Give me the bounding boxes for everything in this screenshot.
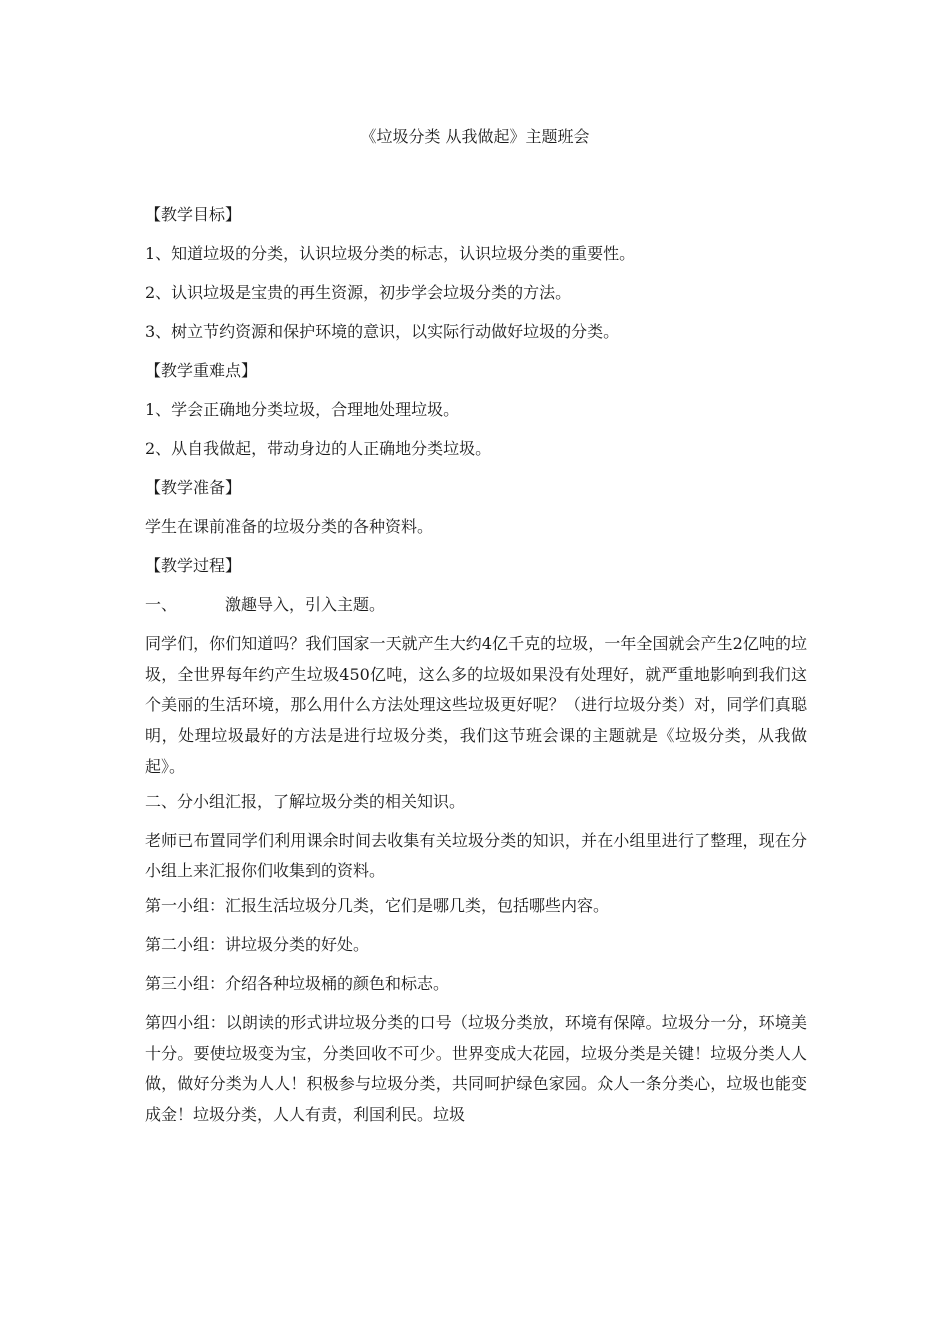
group-3-text: 第三小组：介绍各种垃圾桶的颜色和标志。 (145, 973, 450, 993)
process-step-1 (145, 594, 807, 633)
group-2-text: 第二小组：讲垃圾分类的好处。 (145, 934, 370, 954)
group-1-text: 第一小组：汇报生活垃圾分几类，它们是哪几类，包括哪些内容。 (145, 895, 610, 915)
heading-key-points: 【教学重难点】 (145, 361, 258, 380)
heading-objectives: 【教学目标】 (145, 205, 242, 224)
heading-process: 【教学过程】 (145, 556, 242, 575)
process-step-1-title: 激趣导入，引入主题。 (225, 595, 386, 614)
key-point-item-1: 1、学会正确地分类垃圾，合理地处理垃圾。 (145, 400, 460, 419)
objective-item-3: 3、树立节约资源和保护环境的意识，以实际行动做好垃圾的分类。 (145, 322, 620, 341)
objective-item-1: 1、知道垃圾的分类，认识垃圾分类的标志，认识垃圾分类的重要性。 (145, 244, 636, 263)
process-step-2-paragraph: 老师已布置同学们利用课余时间去收集有关垃圾分类的知识，并在小组里进行了整理，现在分小组上来汇报你们收集到的资料。 (145, 830, 807, 881)
document-title: 《垃圾分类 从我做起》主题班会 (360, 127, 590, 146)
process-step-1-number: 一、 (145, 595, 178, 614)
process-step-2-title: 二、分小组汇报，了解垃圾分类的相关知识。 (145, 791, 466, 811)
process-step-1-paragraph: 同学们，你们知道吗？我们国家一天就产生大约4亿千克的垃圾，一年全国就会产生2亿吨的垃圾，全世界每年约产生垃圾450亿吨，这么多的垃圾如果没有处理好，就严重地影响到我们这个美丽的生活环境，那么用什么方法处理这些垃圾更好呢？（进行垃圾分类）对，同学们真聪明，处理垃圾最好的方法是进行垃圾分类，我们这节班会课的主题就是《垃圾分类，从我做起》。 (145, 634, 807, 776)
heading-preparation: 【教学准备】 (145, 478, 242, 497)
document-body (145, 204, 807, 1139)
key-point-item-2: 2、从自我做起，带动身边的人正确地分类垃圾。 (145, 439, 492, 458)
preparation-text: 学生在课前准备的垃圾分类的各种资料。 (145, 517, 434, 536)
objective-item-2: 2、认识垃圾是宝贵的再生资源，初步学会垃圾分类的方法。 (145, 283, 572, 302)
group-4-paragraph: 第四小组：以朗读的形式讲垃圾分类的口号（垃圾分类放，环境有保障。垃圾分一分，环境美十分。要使垃圾变为宝，分类回收不可少。世界变成大花园，垃圾分类是关键！垃圾分类人人做，做好分类为人人！积极参与垃圾分类，共同呵护绿色家园。众人一条分类心，垃圾也能变成金！垃圾分类，人人有责，利国利民。垃圾 (145, 1012, 807, 1125)
